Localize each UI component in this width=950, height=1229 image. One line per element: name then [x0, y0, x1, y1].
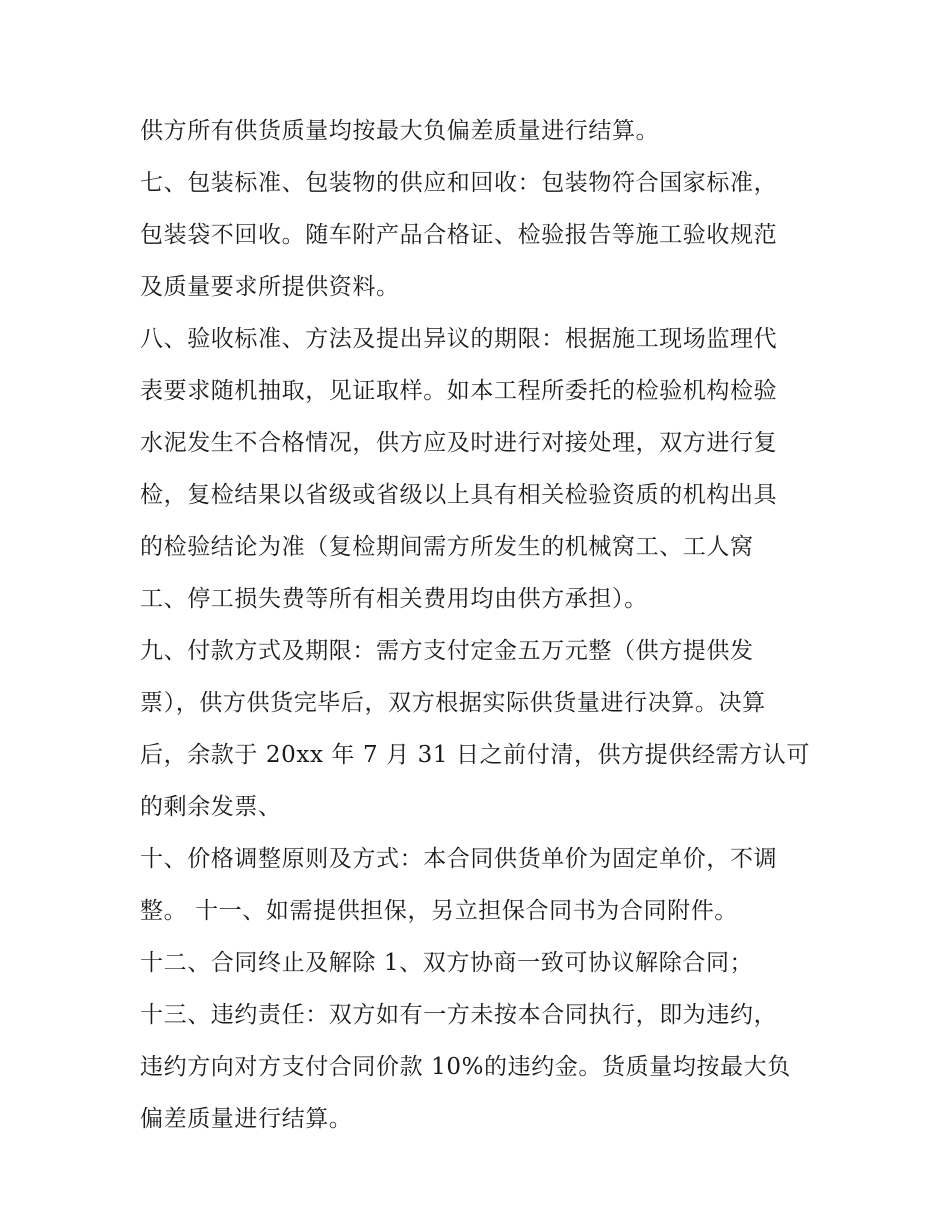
- text-line: 表要求随机抽取，见证取样。如本工程所委托的检验机构检验: [140, 378, 778, 404]
- text-line: 的剩余发票、: [140, 794, 282, 820]
- text-line: 及质量要求所提供资料。: [140, 274, 400, 300]
- text-line: 八、验收标准、方法及提出异议的期限：根据施工现场监理代: [140, 326, 778, 352]
- text-line: 偏差质量进行结算。: [140, 1106, 353, 1132]
- text-line: 供方所有供货质量均按最大负偏差质量进行结算。: [140, 118, 660, 144]
- text-line: 检，复检结果以省级或省级以上具有相关检验资质的机构出具: [140, 482, 778, 508]
- text-line: 后，余款于 20xx 年 7 月 31 日之前付清，供方提供经需方认可: [140, 742, 810, 768]
- text-line: 十、价格调整原则及方式：本合同供货单价为固定单价，不调: [140, 846, 778, 872]
- contract-text: [140, 105, 820, 1145]
- text-line: 十三、违约责任：双方如有一方未按本合同执行，即为违约，: [140, 1002, 778, 1028]
- text-line: 的检验结论为准（复检期间需方所发生的机械窝工、工人窝: [140, 534, 754, 560]
- text-line: 票），供方供货完毕后，双方根据实际供货量进行决算。决算: [140, 690, 766, 716]
- text-line: 九、付款方式及期限：需方支付定金五万元整（供方提供发: [140, 638, 754, 664]
- text-line: 工、停工损失费等所有相关费用均由供方承担）。: [140, 586, 648, 612]
- text-line: 十二、合同终止及解除 1、双方协商一致可协议解除合同；: [140, 950, 754, 976]
- text-line: 七、包装标准、包装物的供应和回收：包装物符合国家标准，: [140, 170, 778, 196]
- text-line: 违约方向对方支付合同价款 10%的违约金。货质量均按最大负: [140, 1054, 791, 1080]
- text-line: 整。 十一、如需提供担保，另立担保合同书为合同附件。: [140, 898, 738, 924]
- text-line: 包装袋不回收。随车附产品合格证、检验报告等施工验收规范: [140, 222, 778, 248]
- text-line: 水泥发生不合格情况，供方应及时进行对接处理，双方进行复: [140, 430, 778, 456]
